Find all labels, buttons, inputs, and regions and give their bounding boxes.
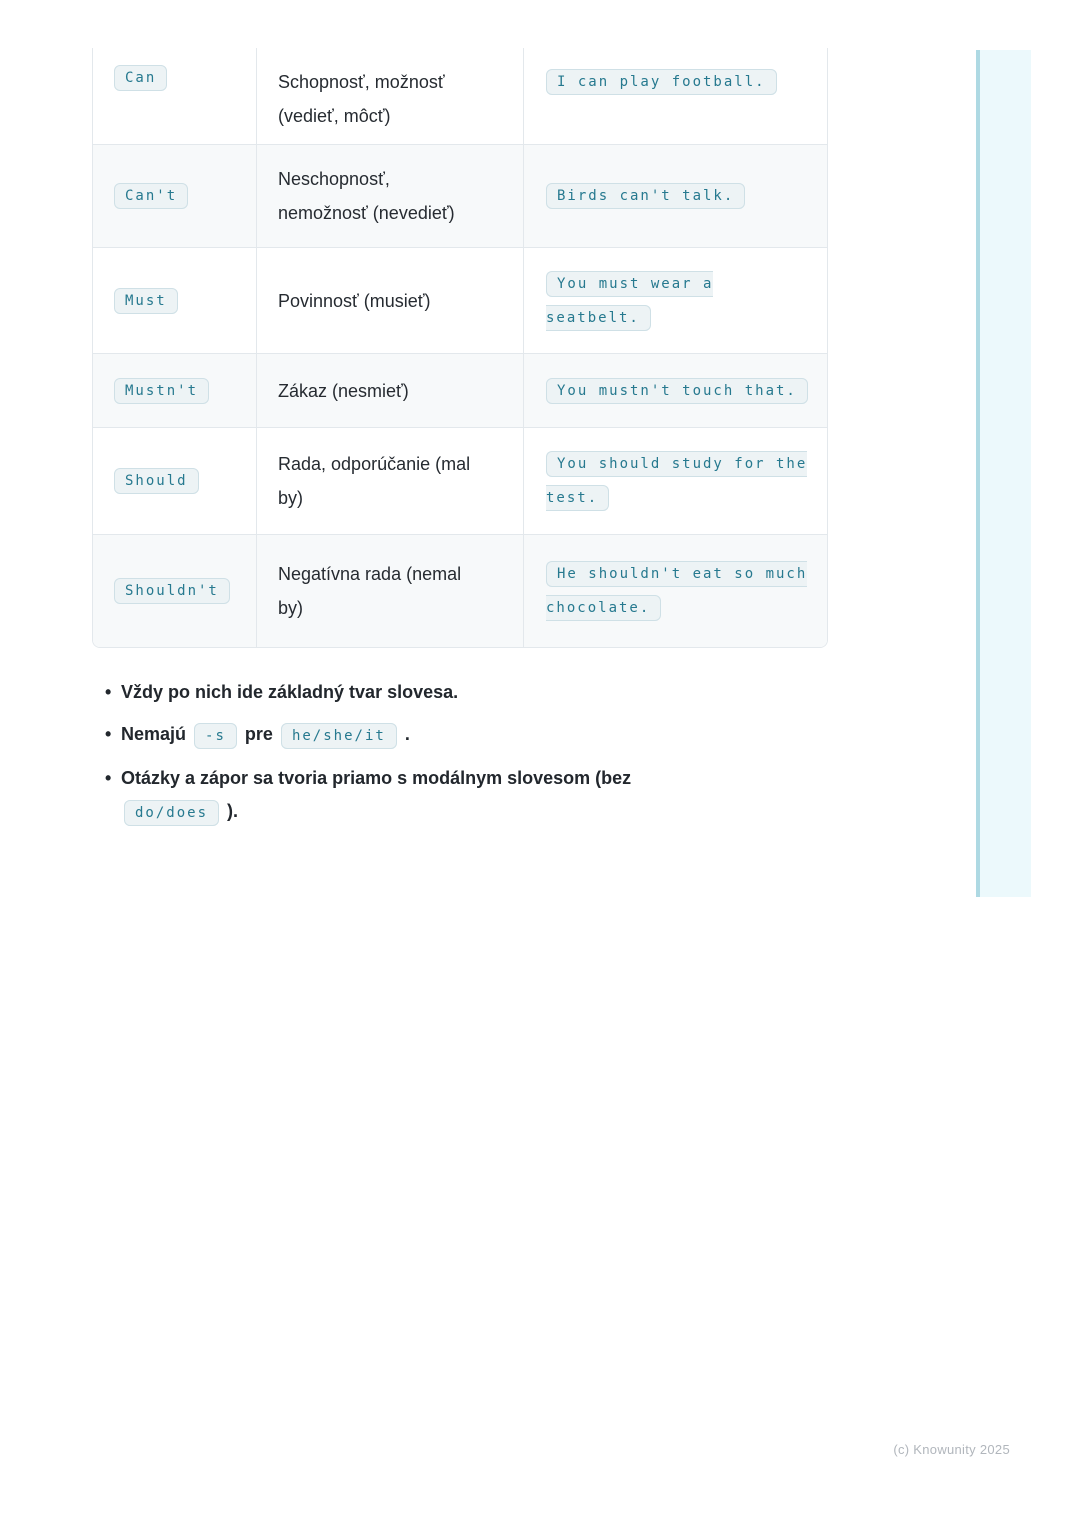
code-badge-s: -s [194,723,237,749]
margin-highlight-stripe [976,50,980,897]
meaning-cell [257,428,524,534]
note-text-after: ). [227,801,239,821]
note-base-verb-form [92,676,828,709]
meaning-line: Negatívna rada (nemal [278,564,462,584]
example-sentence [546,179,813,213]
modal-verb-badge: Must [114,288,178,314]
table-row [93,534,827,647]
example-cell [524,428,828,534]
example-sentence [546,267,813,335]
note-text: pre [244,724,273,744]
modal-verb-badge: Can [114,65,167,91]
meaning-line: Schopnosť, možnosť [278,72,445,92]
modal-verb-badge: Can't [114,183,188,209]
example-cell [524,145,828,247]
code-badge-he-she-it: he/she/it [281,723,397,749]
meaning-line: Neschopnosť, [278,169,390,189]
example-badge: He shouldn't eat so much chocolate. [546,561,807,621]
example-badge: You should study for the test. [546,451,807,511]
example-cell [524,354,828,427]
meaning-line: (vedieť, môcť) [278,106,391,126]
modal-verbs-table [92,48,828,648]
table-row [93,48,827,144]
note-text: Nemajú [121,724,187,744]
table-row [93,144,827,247]
modal-verb-cell [93,145,257,247]
meaning-line: Rada, odporúčanie (mal [278,454,471,474]
note-text: Vždy po nich ide základný tvar slovesa. [121,682,459,702]
code-badge-do-does: do/does [124,800,219,826]
modal-verb-cell [93,248,257,353]
meaning-line: Povinnosť (musieť) [278,290,431,311]
note-text: . [404,724,410,744]
modal-verb-cell [93,354,257,427]
example-sentence [546,65,813,99]
meaning-cell [257,48,524,144]
example-badge: You mustn't touch that. [546,378,808,404]
example-badge: Birds can't talk. [546,183,745,209]
example-cell [524,248,828,353]
note-no-s-ending [92,718,828,753]
modal-verb-cell [93,48,257,144]
meaning-cell [257,354,524,427]
margin-highlight-bar [976,50,1031,897]
table-row [93,427,827,534]
meaning-cell [257,145,524,247]
modal-verb-cell [93,535,257,647]
example-sentence [546,374,813,408]
example-sentence [546,447,813,515]
example-badge: You must wear a seatbelt. [546,271,713,331]
copyright-text: (c) Knowunity 2025 [893,1442,1010,1457]
example-cell [524,48,828,144]
meaning-line: Zákaz (nesmieť) [278,380,409,401]
meaning-line: nemožnosť (nevedieť) [278,203,455,223]
meaning-line: by) [278,598,304,618]
table-row [93,247,827,353]
modal-verb-badge: Shouldn't [114,578,230,604]
modal-verb-badge: Should [114,468,199,494]
example-sentence [546,557,813,625]
example-badge: I can play football. [546,69,777,95]
modal-verb-cell [93,428,257,534]
note-questions-negation [92,762,828,830]
example-cell [524,535,828,647]
note-text-line1: • Otázky a zápor sa tvoria priamo s modálnym slovesom (bez [121,768,632,788]
modal-verb-badge: Mustn't [114,378,209,404]
notes-list [92,676,828,830]
note-line2 [121,795,828,830]
meaning-line: by) [278,488,304,508]
meaning-cell [257,535,524,647]
meaning-cell [257,248,524,353]
document-page-content [92,48,828,839]
table-row [93,353,827,427]
